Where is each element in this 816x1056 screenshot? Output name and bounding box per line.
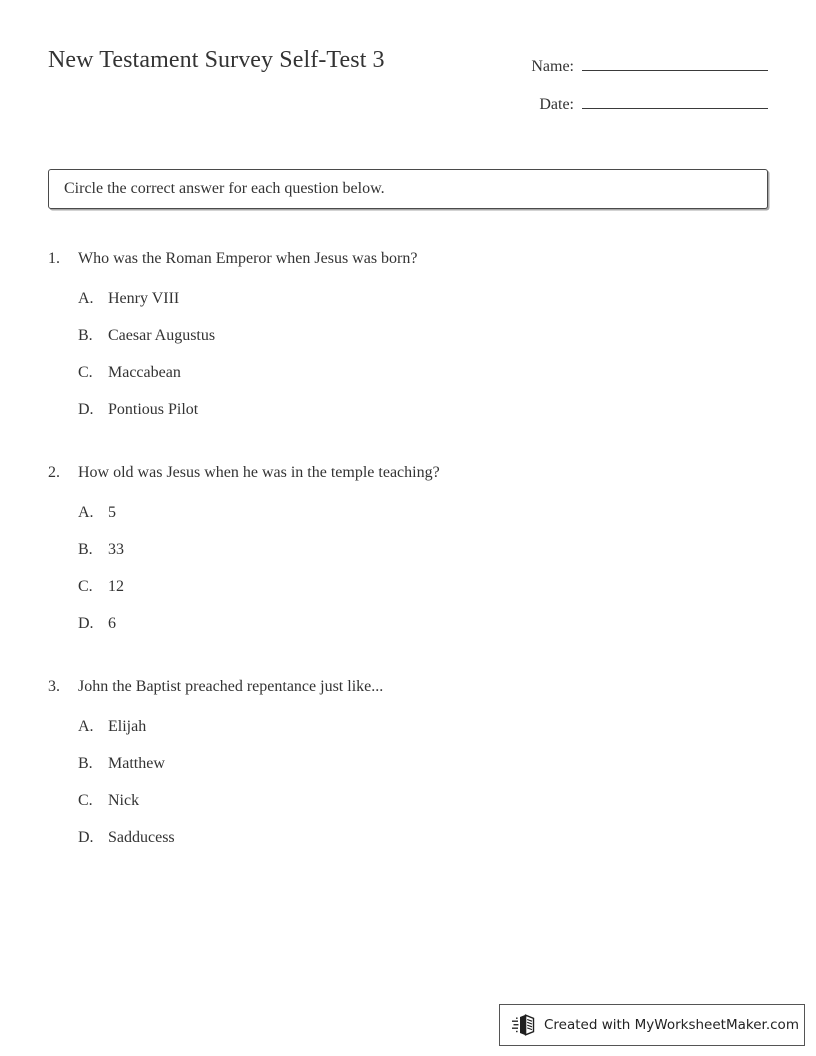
choice-row-c[interactable] bbox=[78, 362, 768, 399]
worksheet-header bbox=[48, 44, 768, 134]
choice-letter: C. bbox=[78, 792, 93, 809]
choice-text: Pontious Pilot bbox=[108, 401, 199, 418]
choice-letter: D. bbox=[78, 401, 94, 418]
choice-letter: D. bbox=[78, 615, 94, 632]
choice-list bbox=[48, 502, 768, 650]
choice-row-b[interactable] bbox=[78, 539, 768, 576]
choice-text: 5 bbox=[108, 504, 116, 521]
instruction-box bbox=[48, 169, 768, 209]
choice-letter: C. bbox=[78, 364, 93, 381]
instruction-text: Circle the correct answer for each question below. bbox=[64, 180, 385, 197]
choice-text: Nick bbox=[108, 792, 140, 809]
name-field-label: Name: bbox=[531, 58, 574, 75]
choice-text: Caesar Augustus bbox=[108, 327, 216, 344]
choice-row-b[interactable] bbox=[78, 325, 768, 362]
question-row bbox=[48, 248, 768, 270]
choice-letter: D. bbox=[78, 829, 94, 846]
name-field-input-line[interactable] bbox=[582, 50, 768, 71]
choice-letter: B. bbox=[78, 541, 93, 558]
choice-text: Elijah bbox=[108, 718, 147, 735]
choice-text: 33 bbox=[108, 541, 124, 558]
choice-row-a[interactable] bbox=[78, 502, 768, 539]
date-field-row bbox=[518, 88, 768, 126]
choice-row-d[interactable] bbox=[78, 827, 768, 864]
choice-text: Maccabean bbox=[108, 364, 181, 381]
question-number: 3. bbox=[48, 678, 60, 695]
question-text: How old was Jesus when he was in the temple teaching? bbox=[78, 464, 440, 481]
choice-text: Sadducess bbox=[108, 829, 175, 846]
choice-row-d[interactable] bbox=[78, 613, 768, 650]
choice-row-d[interactable] bbox=[78, 399, 768, 436]
question-list bbox=[48, 248, 768, 890]
choice-text: 12 bbox=[108, 578, 124, 595]
question-block bbox=[48, 248, 768, 436]
created-with-text: Created with MyWorksheetMaker.com bbox=[544, 1017, 799, 1033]
question-block bbox=[48, 676, 768, 864]
question-row bbox=[48, 676, 768, 698]
date-field-label: Date: bbox=[539, 96, 574, 113]
choice-row-b[interactable] bbox=[78, 753, 768, 790]
question-text: John the Baptist preached repentance just like... bbox=[78, 678, 384, 695]
name-field-row bbox=[518, 50, 768, 88]
created-with-badge[interactable] bbox=[499, 1004, 805, 1046]
worksheet-maker-logo-icon bbox=[512, 1013, 538, 1037]
choice-letter: A. bbox=[78, 718, 94, 735]
question-text: Who was the Roman Emperor when Jesus was born? bbox=[78, 250, 418, 267]
choice-row-c[interactable] bbox=[78, 576, 768, 613]
choice-row-a[interactable] bbox=[78, 716, 768, 753]
choice-text: 6 bbox=[108, 615, 116, 632]
choice-letter: A. bbox=[78, 290, 94, 307]
question-number: 1. bbox=[48, 250, 60, 267]
choice-letter: B. bbox=[78, 755, 93, 772]
choice-letter: B. bbox=[78, 327, 93, 344]
choice-letter: C. bbox=[78, 578, 93, 595]
question-row bbox=[48, 462, 768, 484]
choice-text: Matthew bbox=[108, 755, 165, 772]
choice-row-c[interactable] bbox=[78, 790, 768, 827]
choice-letter: A. bbox=[78, 504, 94, 521]
name-date-fields bbox=[518, 50, 768, 126]
page-title: New Testament Survey Self-Test 3 bbox=[48, 47, 385, 73]
choice-row-a[interactable] bbox=[78, 288, 768, 325]
date-field-input-line[interactable] bbox=[582, 88, 768, 109]
question-number: 2. bbox=[48, 464, 60, 481]
choice-text: Henry VIII bbox=[108, 290, 180, 307]
choice-list bbox=[48, 288, 768, 436]
choice-list bbox=[48, 716, 768, 864]
question-block bbox=[48, 462, 768, 650]
